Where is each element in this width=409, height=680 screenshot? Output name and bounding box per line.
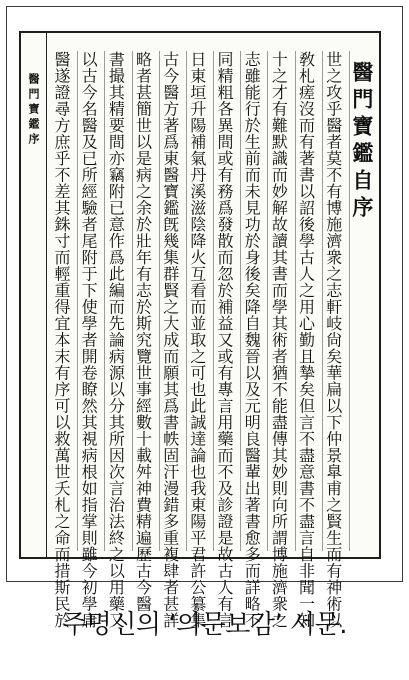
text-column: 略者甚簡世以是病之余於壯年有志於斯究覽世事經數十載舛神費精遍歷古今醫: [133, 51, 153, 612]
text-column: 世之攻乎醫者莫不有博施濟衆之志軒岐尙矣華扁以下仲景臯甫之賢生而有神術以: [323, 51, 343, 629]
text-column: 志雖能行於生前而未見功於身後矣降自魏晉以及元明良醫輩出著書愈多而詳略不: [242, 51, 262, 629]
text-column: 書撮其精要間亦竊附已意作爲此編而先論病源以分其所因次言治法終之以用藥又: [106, 51, 126, 629]
text-column: 醫遂證尋方庶乎不差其銖寸而輕重得宜本末有序可以救萬世夭札之命而措斯民於: [52, 51, 71, 629]
text-column: 十之才有難默識而妙解故讀其書而學其術者猶不能盡傳其妙則向所謂博施濟衆之: [269, 51, 289, 629]
text-column: 以古今名醫及已所經驗者尾附于下使學者開卷瞭然其視病根如指掌則雖今初學庸: [79, 51, 99, 629]
fold-title: 醫門寶鑑序: [27, 73, 40, 148]
text-column: 同精粗各異間或有務爲發散而忽於補益又或有專言用藥而不及診證是故古人有言: [215, 51, 235, 629]
photo-caption: 주명신의 ‘의문보감’ 서문.: [62, 610, 347, 640]
text-column: 敎札瘥沒而有著書以詔後學古人之用心勤且摯矣但言不盡意書不盡言自非聞一知: [296, 51, 316, 629]
text-column: 古今醫方著爲東醫寶鑑旣幾集群賢之大成而願其爲書帙固汗漫錯多重複肆者甚詳: [160, 51, 180, 629]
fold-margin: [21, 33, 47, 557]
text-column: 日東垣升陽補氣丹溪滋陰降火互看而並取之可也此誠達論也我東陽平君許公纂集: [187, 51, 207, 629]
document-heading: 醫門寶鑑自序: [349, 51, 373, 551]
